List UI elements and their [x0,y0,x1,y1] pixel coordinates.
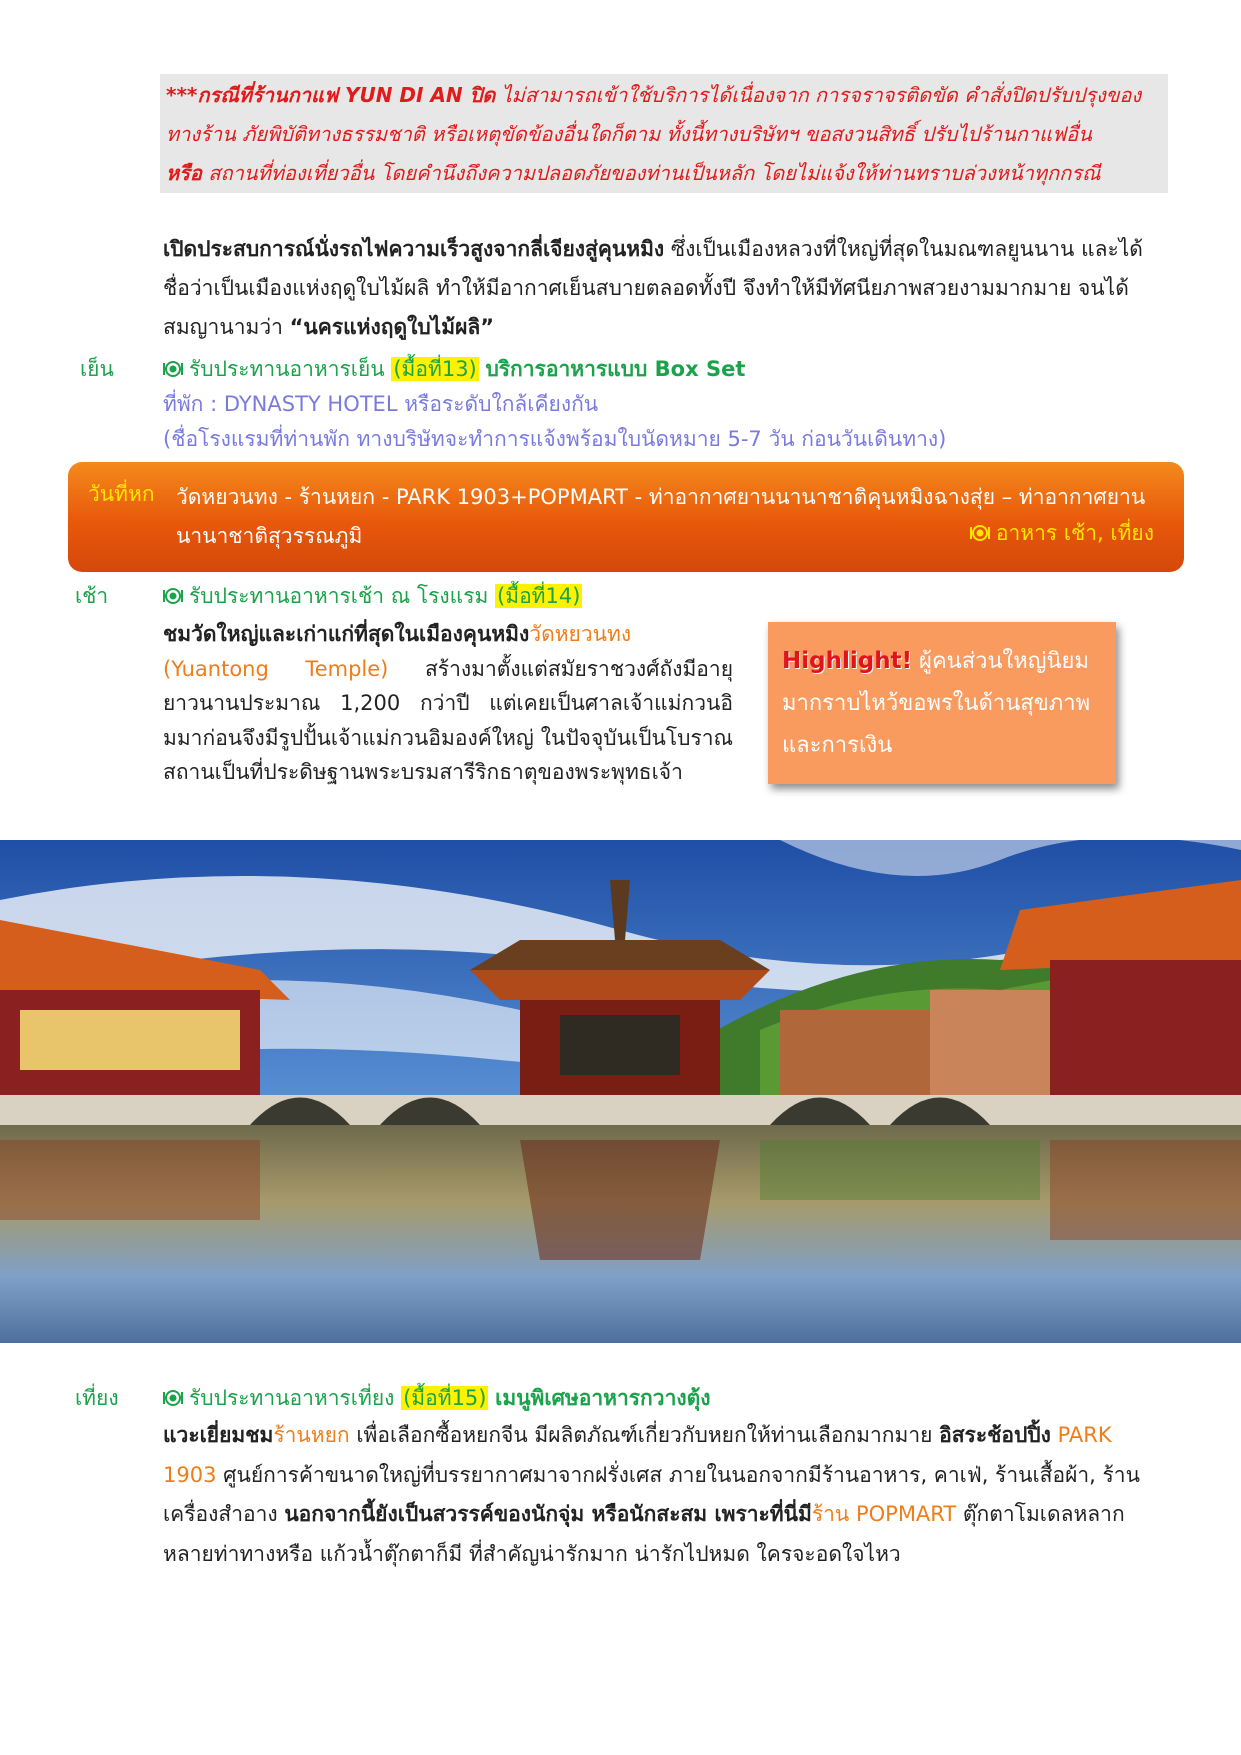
breakfast-meal-line [163,580,582,613]
breakfast-meal-text: รับประทานอาหารเช้า ณ โรงแรม [189,584,489,608]
highlight-box [768,622,1116,784]
hotel-line: ที่พัก : DYNASTY HOTEL หรือระดับใกล้เคียงกัน [163,392,599,416]
temple-text: สร้างมาตั้งแต่สมัยราชวงศ์ถังมีอายุยาวนานประมาณ 1,200 กว่าปี แต่เคยเป็นศาลเจ้าแม่กวนอิมมาก่อนจึงมีรูปปั้นเจ้าแม่กวนอิมองค์ใหญ่ ในปัจจุบันเป็นโบราณสถานเป็นที่ประดิษฐานพระบรมสารีริกธาตุของพระพุทธเจ้า [163,656,733,784]
yuantong-temple-photo [0,840,1241,1343]
day-label: วันที่หก [88,482,155,506]
intro-paragraph [163,230,1168,347]
shopping-bold2: อิสระช้อปปิ้ง [939,1423,1051,1447]
lunch-meal-number: (มื้อที่15) [403,1386,487,1410]
shop-popmart: ร้าน POPMART [811,1502,957,1526]
notice-bold: ***กรณีที่ร้านกาแฟ YUN DI AN ปิด [166,83,496,107]
day-meals-text: อาหาร เช้า, เที่ยง [995,521,1154,545]
highlight-title: Highlight! [782,648,913,674]
intro-tail: “นครแห่งฤดูใบไม้ผลิ” [289,315,495,339]
day-banner [68,462,1184,572]
shopping-text3: ตุ๊กตาโมเดลหลากหลายท่าทางหรือ แก้วน้ำตุ๊กตาก็มี ที่สำคัญน่ารักมาก น่ารักไปหมด ใครจะอดใจไหว [163,1502,1125,1566]
day-route: วัดหยวนทง - ร้านหยก - PARK 1903+POPMART - ท่าอากาศยานนานาชาติคุนหมิงฉางสุ่ย – ท่าอากาศยานนานาชาติสุวรรณภูมิ [176,485,1146,548]
dinner-meal-line [163,353,745,386]
closure-notice [160,74,1168,193]
lunch-meal-line [163,1382,711,1415]
notice-or: หรือ [166,161,202,185]
dish-icon [163,359,183,379]
shopping-text2: ศูนย์การค้าขนาดใหญ่ที่บรรยากาศมาจากฝรั่งเศส ภายในนอกจากมีร้านอาหาร, คาเฟ่, ร้านเสื้อผ้า, ร้านเครื่องสำอาง [163,1462,1140,1526]
notice-line1: ไม่สามารถเข้าใช้บริการได้เนื่องจาก การจราจรติดขัด คำสั่งปิดปรับปรุงของ [495,83,1142,107]
temple-description [163,617,733,790]
dish-icon [163,586,183,606]
temple-name: วัดหยวนทง (Yuantong Temple) [163,622,632,681]
temple-lead: ชมวัดใหญ่และเก่าแก่ที่สุดในเมืองคุนหมิง [163,622,530,646]
lunch-meal-text: รับประทานอาหารเที่ยง [189,1386,395,1410]
notice-line3: สถานที่ท่องเที่ยวอื่น โดยคำนึงถึงความปลอดภัยของท่านเป็นหลัก โดยไม่แจ้งให้ท่านทราบล่วงหน้าทุกกรณี [201,161,1101,185]
dinner-meal-number: (มื้อที่13) [393,357,477,381]
day-meals [970,517,1154,550]
intro-text: ซึ่งเป็นเมืองหลวงที่ใหญ่ที่สุดในมณฑลยูนนาน และได้ชื่อว่าเป็นเมืองแห่งฤดูใบไม้ผลิ ทำให้มีอากาศเย็นสบายตลอดทั้งปี จึงทำให้มีทัศนียภาพสวยงามมากมาย จนได้สมญานามว่า [163,237,1143,339]
breakfast-time-label: เช้า [75,584,109,608]
dinner-meal-note: บริการอาหารแบบ Box Set [485,357,746,381]
dinner-meal-text: รับประทานอาหารเย็น [189,357,385,381]
intro-lead: เปิดประสบการณ์นั่งรถไฟความเร็วสูงจากลี่เจียงสู่คุนหมิง [163,237,665,261]
notice-line2: ทางร้าน ภัยพิบัติทางธรรมชาติ หรือเหตุขัดข้องอื่นใดก็ตาม ทั้งนี้ทางบริษัทฯ ขอสงวนสิทธิ์ ปรับไปร้านกาแฟอื่น [166,122,1092,146]
hotel-note: (ชื่อโรงแรมที่ท่านพัก ทางบริษัทจะทำการแจ้งพร้อมใบนัดหมาย 5-7 วัน ก่อนวันเดินทาง) [163,427,947,451]
breakfast-meal-number: (มื้อที่14) [497,584,581,608]
dish-icon [970,523,990,543]
shopping-text1: เพื่อเลือกซื้อหยกจีน มีผลิตภัณฑ์เกี่ยวกับหยกให้ท่านเลือกมากมาย [349,1423,940,1447]
lunch-time-label: เที่ยง [75,1386,119,1410]
dish-icon [163,1388,183,1408]
dinner-time-label: เย็น [80,357,114,381]
shop-jade: ร้านหยก [273,1423,350,1447]
shopping-paragraph [163,1416,1168,1574]
lunch-meal-note: เมนูพิเศษอาหารกวางตุ้ง [495,1386,711,1410]
highlight-text: ผู้คนส่วนใหญ่นิยมมากราบไหว้ขอพรในด้านสุขภาพและการเงิน [782,649,1091,758]
shopping-bold1: แวะเยี่ยมชม [163,1423,274,1447]
shopping-bold3: นอกจากนี้ยังเป็นสวรรค์ของนักจุ่ม หรือนักสะสม เพราะที่นี่มี [284,1502,812,1526]
shop-park1903: PARK 1903 [163,1423,1112,1487]
